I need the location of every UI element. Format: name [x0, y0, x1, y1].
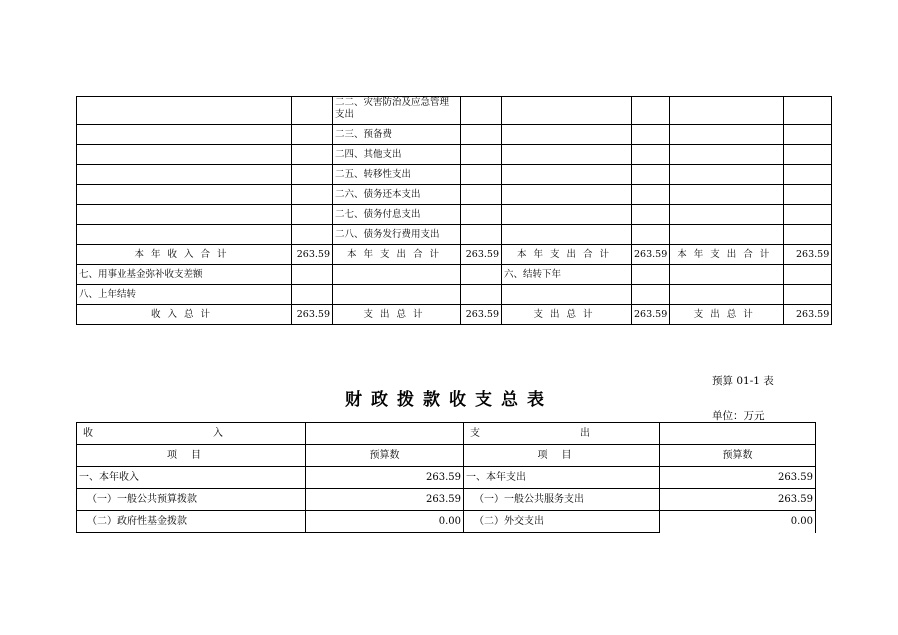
table-row — [77, 285, 832, 305]
table-cell-c7: 本年支出合计 — [670, 245, 784, 265]
table-cell-c2 — [292, 225, 333, 245]
table-cell-c2 — [292, 265, 333, 285]
table-subheader-row — [77, 445, 816, 467]
table-cell-c2 — [292, 285, 333, 305]
table-cell-c6 — [632, 165, 670, 185]
expense-value: 263.59 — [660, 489, 816, 511]
table-cell-c2 — [292, 125, 333, 145]
table-cell-c4 — [461, 285, 502, 305]
expense-value: 0.00 — [660, 511, 816, 533]
table-cell-c8 — [784, 265, 832, 285]
expense-header — [464, 423, 660, 445]
table-cell-c8 — [784, 205, 832, 225]
table-row — [77, 245, 832, 265]
table-cell-c4 — [461, 185, 502, 205]
table-row — [77, 97, 832, 125]
table-cell-c1 — [77, 185, 292, 205]
table-cell-c1 — [77, 145, 292, 165]
income-item: 一、本年收入 — [77, 467, 306, 489]
page-title: 财政拨款收支总表 — [345, 390, 553, 410]
table-cell-c3: 二四、其他支出 — [333, 145, 461, 165]
table-cell-c8: 263.59 — [784, 245, 832, 265]
table-cell-c1 — [77, 97, 292, 125]
table-cell-c7 — [670, 205, 784, 225]
table-cell-c1 — [77, 125, 292, 145]
table-cell-c3: 二六、债务还本支出 — [333, 185, 461, 205]
header-empty-cell — [306, 423, 464, 445]
expense-item: 一、本年支出 — [464, 467, 660, 489]
table-cell-c4 — [461, 145, 502, 165]
table-header-row — [77, 423, 816, 445]
table-cell-c6: 263.59 — [632, 245, 670, 265]
table-cell-c2: 263.59 — [292, 245, 333, 265]
table-cell-c8 — [784, 145, 832, 165]
expense-value: 263.59 — [660, 467, 816, 489]
table-cell-c1 — [77, 205, 292, 225]
table-cell-c5 — [502, 185, 632, 205]
table-cell-c1 — [77, 225, 292, 245]
table-cell-c5 — [502, 205, 632, 225]
income-item: （二）政府性基金拨款 — [77, 511, 306, 533]
table-cell-c5 — [502, 97, 632, 125]
income-value: 0.00 — [306, 511, 464, 533]
table-cell-c4 — [461, 165, 502, 185]
table-cell-c4: 263.59 — [461, 245, 502, 265]
table-cell-c8 — [784, 97, 832, 125]
table-cell-c3 — [333, 265, 461, 285]
table-cell-c5: 本年支出合计 — [502, 245, 632, 265]
table-cell-c2 — [292, 205, 333, 225]
table-cell-c4 — [461, 265, 502, 285]
table-cell-c7 — [670, 97, 784, 125]
income-value: 263.59 — [306, 489, 464, 511]
table-cell-c8 — [784, 185, 832, 205]
table-row — [77, 467, 816, 489]
table-cell-c2 — [292, 97, 333, 125]
table-cell-c6 — [632, 225, 670, 245]
table-cell-c2 — [292, 145, 333, 165]
expense-item: （一）一般公共服务支出 — [464, 489, 660, 511]
table-cell-c6 — [632, 185, 670, 205]
table-row — [77, 265, 832, 285]
table-cell-c4 — [461, 97, 502, 125]
table-cell-c6 — [632, 125, 670, 145]
table-cell-c2 — [292, 185, 333, 205]
expense-item-header: 项目 — [464, 445, 660, 467]
table-cell-c7 — [670, 225, 784, 245]
table-cell-c7 — [670, 265, 784, 285]
income-value: 263.59 — [306, 467, 464, 489]
table-cell-c3: 二三、预备费 — [333, 125, 461, 145]
table-row — [77, 511, 816, 533]
table-cell-c5 — [502, 225, 632, 245]
table-cell-c3 — [333, 285, 461, 305]
table-cell-c3: 二五、转移性支出 — [333, 165, 461, 185]
table-cell-c3: 二二、灾害防治及应急管理支出 — [333, 97, 461, 125]
table-cell-c7 — [670, 165, 784, 185]
table-row — [77, 125, 832, 145]
table-cell-c5 — [502, 145, 632, 165]
table-cell-c8 — [784, 165, 832, 185]
table-cell-c4: 263.59 — [461, 305, 502, 325]
table-cell-c8 — [784, 285, 832, 305]
table-cell-c8: 263.59 — [784, 305, 832, 325]
unit-label: 单位：万元 — [712, 410, 765, 422]
form-number: 预算 01-1 表 — [712, 375, 774, 387]
table-cell-c6 — [632, 265, 670, 285]
table-cell-c6 — [632, 205, 670, 225]
income-item: （一）一般公共预算拨款 — [77, 489, 306, 511]
table-cell-c1: 八、上年结转 — [77, 285, 292, 305]
table-row — [77, 165, 832, 185]
table-row — [77, 205, 832, 225]
table-cell-c5: 六、结转下年 — [502, 265, 632, 285]
table-cell-c5 — [502, 165, 632, 185]
table-cell-c3: 二八、债务发行费用支出 — [333, 225, 461, 245]
expense-header-text: 支出 — [470, 427, 590, 439]
table-cell-c6 — [632, 285, 670, 305]
table-row — [77, 225, 832, 245]
table-cell-c4 — [461, 125, 502, 145]
income-item-header: 项目 — [77, 445, 306, 467]
table-cell-c2 — [292, 165, 333, 185]
table-cell-c3: 二七、债务付息支出 — [333, 205, 461, 225]
table-row — [77, 185, 832, 205]
table-cell-c8 — [784, 125, 832, 145]
table-cell-c6 — [632, 97, 670, 125]
table-cell-c7 — [670, 145, 784, 165]
income-budget-header: 预算数 — [306, 445, 464, 467]
budget-summary-table-continued — [76, 96, 832, 325]
table-row — [77, 305, 832, 325]
table-cell-c2: 263.59 — [292, 305, 333, 325]
table-cell-c1: 七、用事业基金弥补收支差额 — [77, 265, 292, 285]
table-cell-c7 — [670, 185, 784, 205]
expense-item: （二）外交支出 — [464, 511, 660, 533]
table-cell-c6 — [632, 145, 670, 165]
expense-budget-header: 预算数 — [660, 445, 816, 467]
table-cell-c7: 支出总计 — [670, 305, 784, 325]
table-cell-c5 — [502, 125, 632, 145]
table-cell-c8 — [784, 225, 832, 245]
table-cell-c4 — [461, 225, 502, 245]
header-empty-cell — [660, 423, 816, 445]
table-cell-c1: 本年收入合计 — [77, 245, 292, 265]
table-row — [77, 145, 832, 165]
table-cell-c1: 收入总计 — [77, 305, 292, 325]
table-cell-c6: 263.59 — [632, 305, 670, 325]
table-cell-c1 — [77, 165, 292, 185]
income-header — [77, 423, 306, 445]
table-row — [77, 489, 816, 511]
table-cell-c4 — [461, 205, 502, 225]
table-cell-c3: 支出总计 — [333, 305, 461, 325]
income-header-text: 收入 — [83, 427, 223, 439]
table-cell-c5 — [502, 285, 632, 305]
table-cell-c3: 本年支出合计 — [333, 245, 461, 265]
table-cell-c7 — [670, 285, 784, 305]
fiscal-appropriation-table — [76, 422, 816, 533]
table-cell-c5: 支出总计 — [502, 305, 632, 325]
table-cell-c7 — [670, 125, 784, 145]
